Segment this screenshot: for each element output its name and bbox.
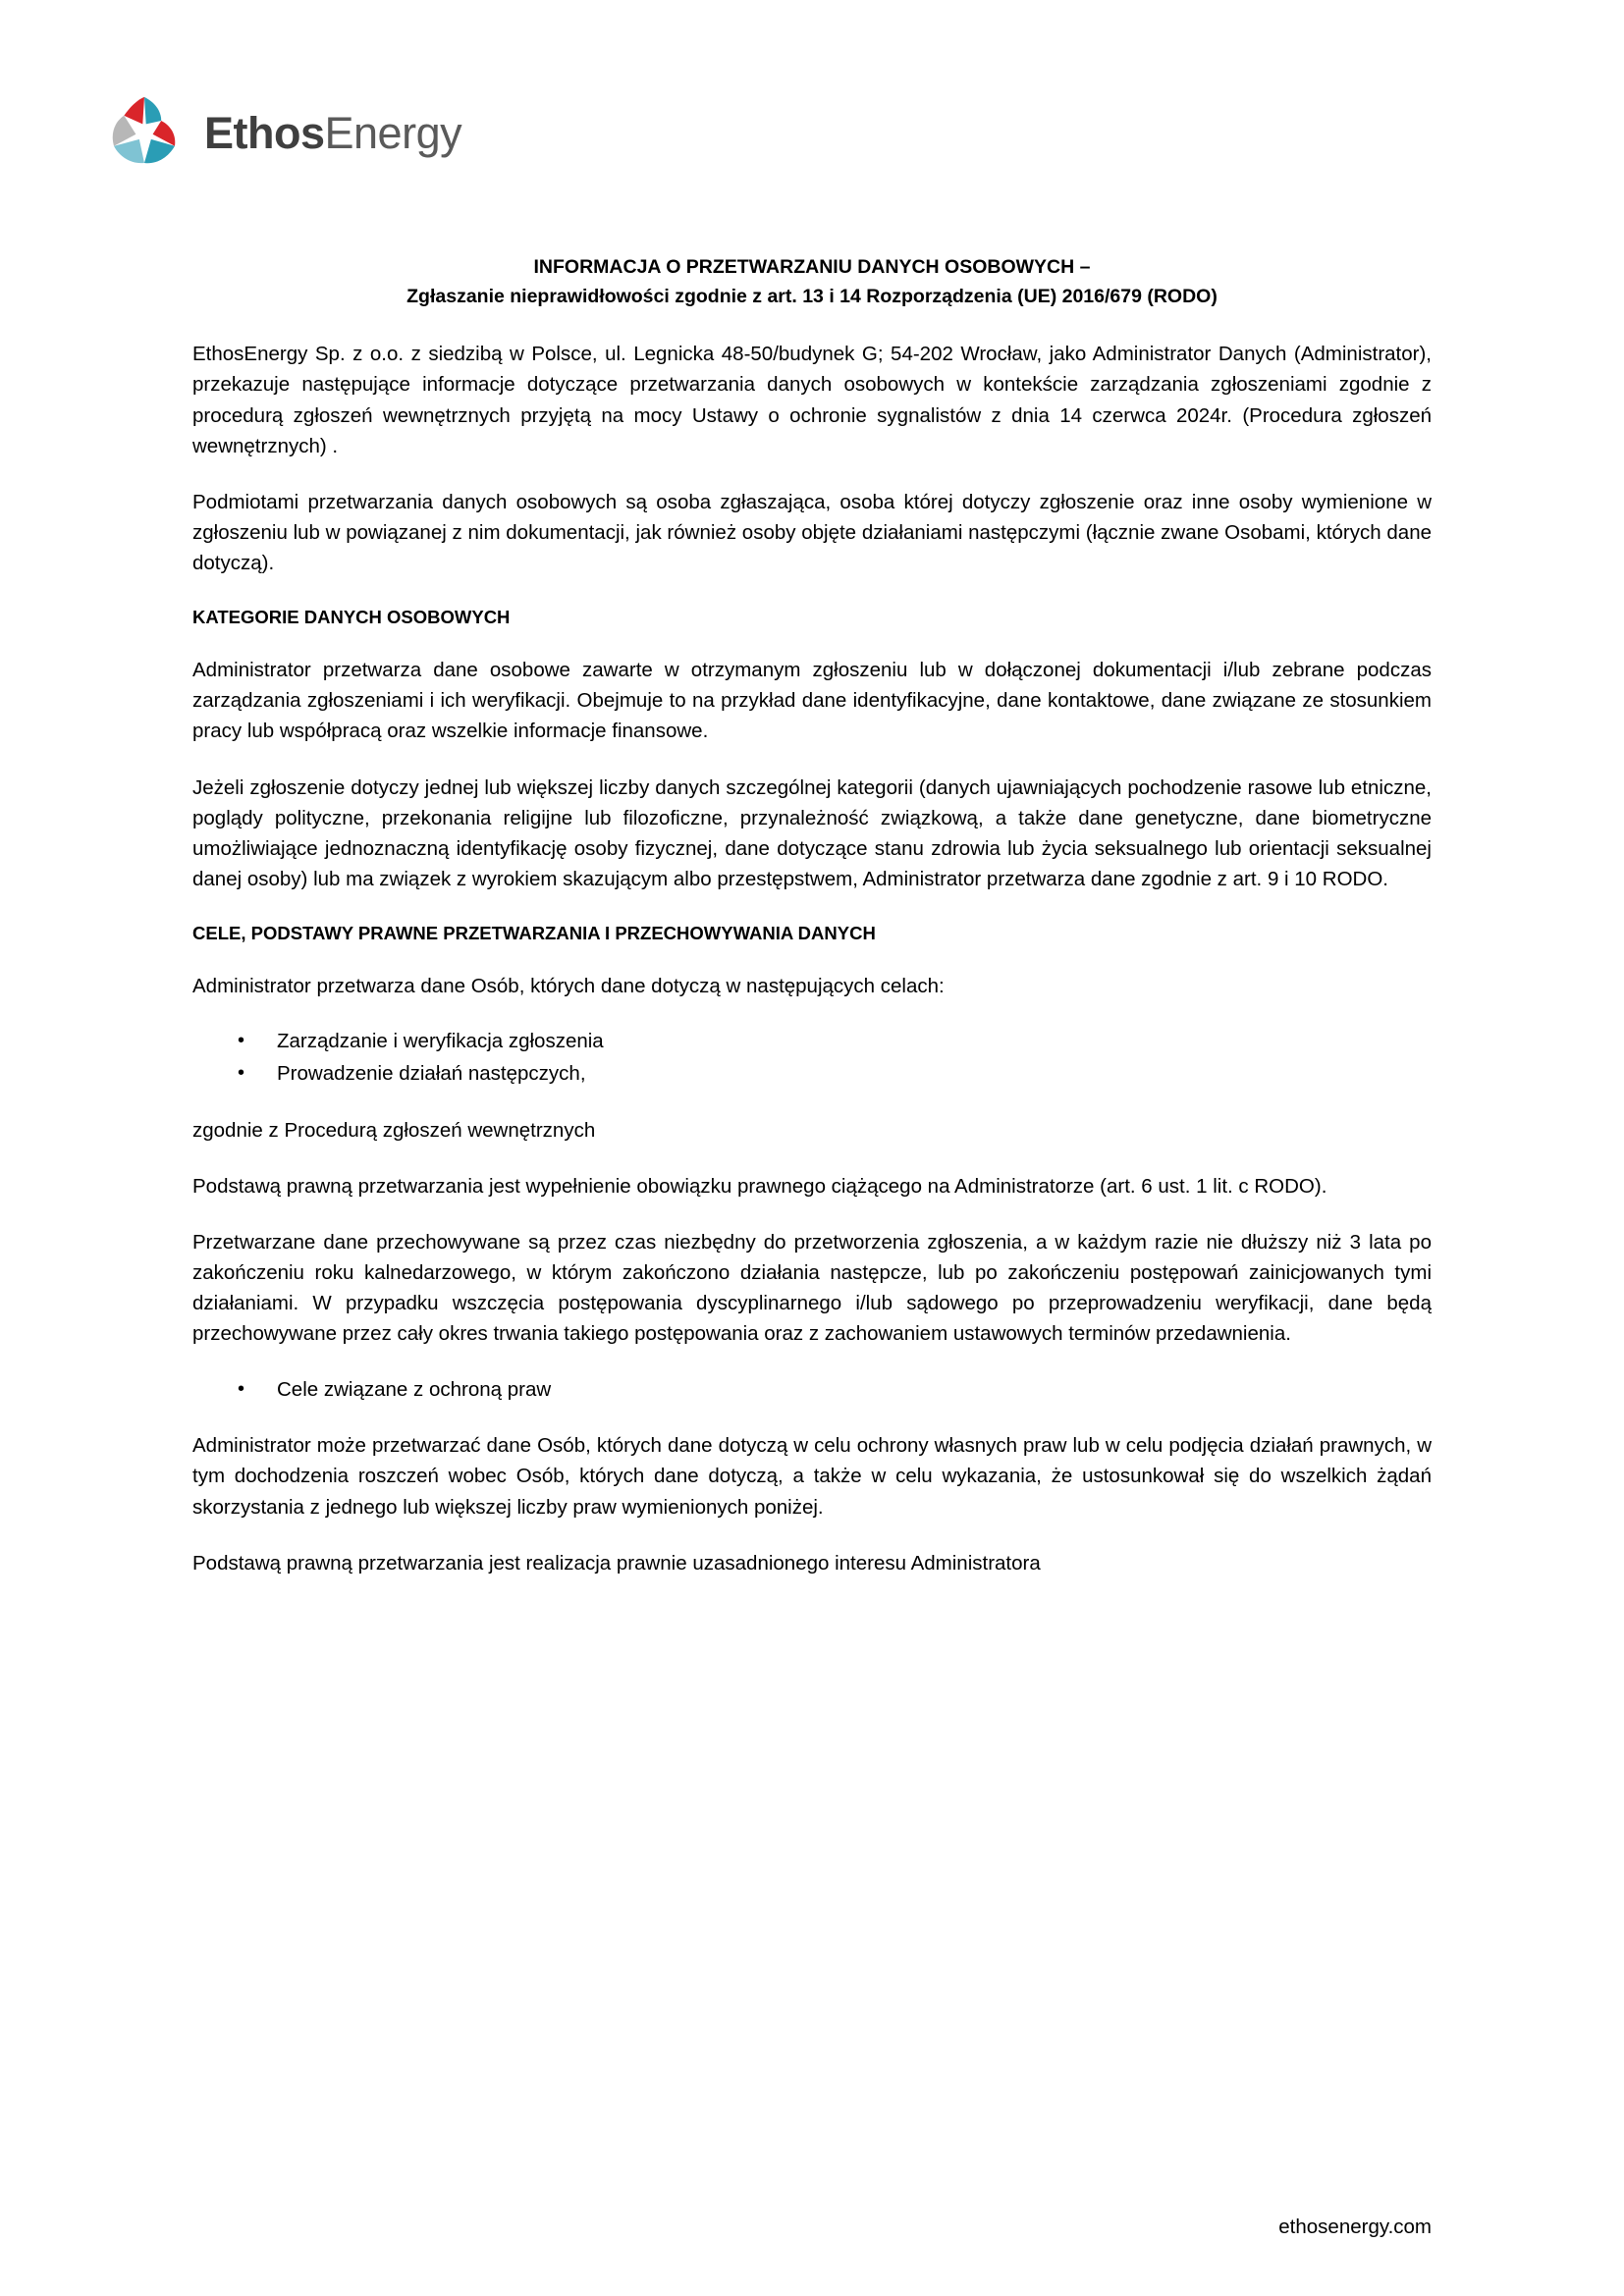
paragraph-legal-basis-obligation: Podstawą prawną przetwarzania jest wypełnienie obowiązku prawnego ciążącego na Administratorze (art. 6 ust. 1 lit. c RODO). [192, 1174, 1327, 1198]
paragraph-intro-administrator: EthosEnergy Sp. z o.o. z siedzibą w Polsce, ul. Legnicka 48-50/budynek G; 54-202 Wrocław, jako Administrator Danych (Administrator), przekazuje następujące informacje dotyczące przetwarzania danych osobowych w kontekście zarządzania zgłoszeniami zgodnie z procedurą zgłoszeń wewnętrznych przyjętą na mocy Ustawy o ochronie sygnalistów z dnia 14 czerwca 2024r. (Procedura zgłoszeń wewnętrznych) . [192, 343, 1432, 457]
list-purposes [192, 1027, 1432, 1090]
paragraph-special-categories: Jeżeli zgłoszenie dotyczy jednej lub większej liczby danych szczególnej kategorii (danych ujawniających pochodzenie rasowe lub etniczne, poglądy polityczne, przekonania religijne lub filozoficzne, przynależność związkową, a także dane genetyczne, dane biometryczne umożliwiające jednoznaczną identyfikację osoby fizycznej, dane dotyczące stanu zdrowia lub życia seksualnego lub orientacji seksualnej danej osoby) lub ma związek z wyrokiem skazującym albo przestępstwem, Administrator przetwarza dane zgodnie z art. 9 i 10 RODO. [192, 775, 1432, 891]
heading-purposes-legal-basis: CELE, PODSTAWY PRAWNE PRZETWARZANIA I PRZECHOWYWANIA DANYCH [192, 923, 876, 944]
heading-categories-of-personal-data: KATEGORIE DANYCH OSOBOWYCH [192, 607, 511, 628]
paragraph-data-subjects: Podmiotami przetwarzania danych osobowych są osoba zgłaszająca, osoba której dotyczy zgłoszenie oraz inne osoby wymienione w zgłoszeniu lub w powiązanej z nim dokumentacji, jak również osoby objęte działaniami następczymi (łącznie zwane Osobami, których dane dotyczą). [192, 490, 1432, 575]
paragraph-in-accordance-with-procedure: zgodnie z Procedurą zgłoszeń wewnętrznych [192, 1118, 596, 1142]
paragraph-rights-protection: Administrator może przetwarzać dane Osób, których dane dotyczą w celu ochrony własnych praw lub w celu podjęcia działań prawnych, w tym dochodzenia roszczeń wobec Osób, których dane dotyczą, a także w celu wykazania, że ustosunkował się do wszelkich żądań skorzystania z jednego lub większej liczby praw wymienionych poniżej. [192, 1434, 1432, 1519]
logo-word-energy: Energy [324, 107, 462, 158]
ethosenergy-pinwheel-icon [102, 90, 187, 175]
footer-website: ethosenergy.com [1278, 2216, 1432, 2238]
document-body [192, 253, 1432, 1604]
paragraph-purposes-lead-in: Administrator przetwarza dane Osób, których dane dotyczą w następujących celach: [192, 974, 945, 997]
paragraph-legitimate-interest: Podstawą prawną przetwarzania jest realizacja prawnie uzasadnionego interesu Administratora [192, 1551, 1041, 1575]
document-title-line-1: INFORMACJA O PRZETWARZANIU DANYCH OSOBOWYCH – [533, 256, 1091, 278]
list-item: • Prowadzenie działań następczych, [277, 1059, 1432, 1090]
document-title-line-2: Zgłaszanie nieprawidłowości zgodnie z art. 13 i 14 Rozporządzenia (UE) 2016/679 (RODO) [406, 285, 1218, 307]
paragraph-processed-data-scope: Administrator przetwarza dane osobowe zawarte w otrzymanym zgłoszeniu lub w dołączonej dokumentacji i/lub zebrane podczas zarządzania zgłoszeniami i ich weryfikacji. Obejmuje to na przykład dane identyfikacyjne, dane kontaktowe, dane związane ze stosunkiem pracy lub współpracą oraz wszelkie informacje finansowe. [192, 659, 1432, 743]
list-item: • Cele związane z ochroną praw [277, 1375, 1432, 1406]
company-logo [102, 90, 461, 175]
paragraph-retention-period: Przetwarzane dane przechowywane są przez czas niezbędny do przetworzenia zgłoszenia, a w każdym razie nie dłuższy niż 3 lata po zakończeniu roku kalnedarzowego, w którym zakończono działania następcze, lub po zakończeniu postępowań zainicjowanych tymi działaniami. W przypadku wszczęcia postępowania dyscyplinarnego i/lub sądowego po przeprowadzeniu weryfikacji, dane będą przechowywane przez cały okres trwania takiego postępowania oraz z zachowaniem ustawowych terminów przedawnienia. [192, 1230, 1432, 1346]
list-item: • Zarządzanie i weryfikacja zgłoszenia [277, 1027, 1432, 1057]
logo-word-ethos: Ethos [204, 107, 325, 158]
logo-wordmark [204, 107, 462, 158]
document-title [192, 253, 1432, 311]
list-rights-protection-purposes [192, 1375, 1432, 1406]
